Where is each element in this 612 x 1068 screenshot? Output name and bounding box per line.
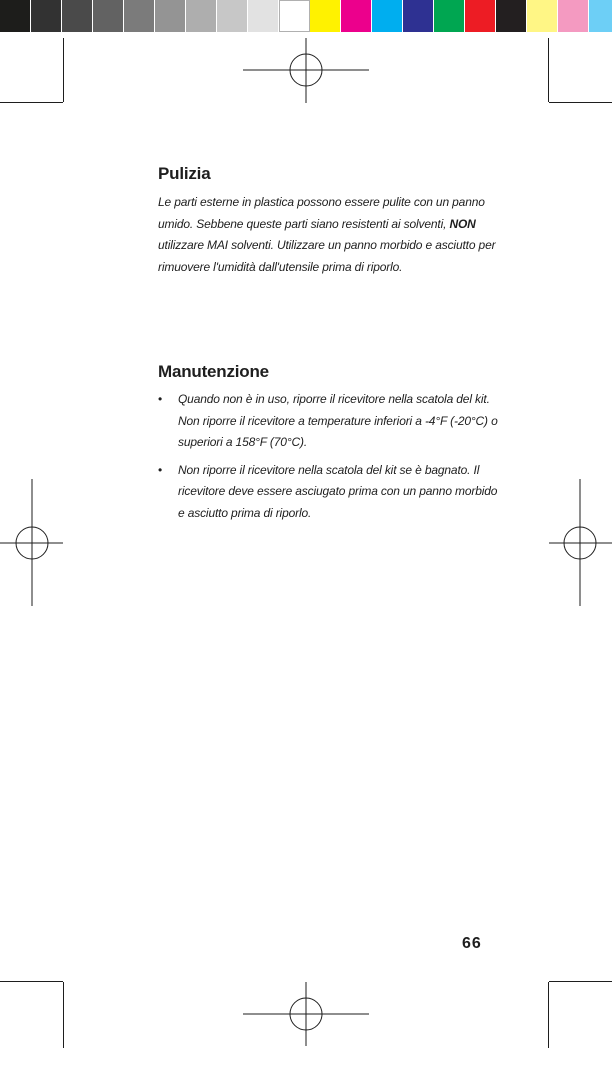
list-item-text: Quando non è in uso, riporre il ricevitore nella scatola del kit. Non riporre il ricevitore a temperature inferiori a -4°F (-20°C) o superiori a 158°F (70°C).: [178, 392, 498, 449]
registration-mark: [243, 38, 369, 103]
registration-mark: [0, 479, 63, 606]
section-title: Pulizia: [158, 164, 211, 183]
cleaning-paragraph: [158, 192, 498, 278]
cleaning-section: [158, 164, 498, 278]
section-title: Manutenzione: [158, 362, 269, 381]
list-item: [158, 389, 498, 454]
registration-mark: [243, 982, 369, 1046]
bullet-icon: •: [158, 392, 163, 406]
maintenance-section: [158, 362, 498, 530]
paragraph-text: utilizzare MAI solventi. Utilizzare un panno morbido e asciutto per rimuovere l'umidità dall'utensile prima di riporlo.: [158, 238, 496, 274]
registration-mark: [549, 479, 612, 606]
maintenance-list: [158, 389, 498, 524]
bullet-icon: •: [158, 462, 163, 477]
paragraph-text: Le parti esterne in plastica possono essere pulite con un panno umido. Sebbene queste parti siano resistenti ai solventi,: [158, 195, 485, 231]
emphasis-text: NON: [449, 216, 476, 231]
list-item: [158, 460, 498, 525]
list-item-text: Non riporre il ricevitore nella scatola del kit se è bagnato. Il ricevitore deve essere asciugato prima con un panno morbido e asciutto prima di riporlo.: [178, 462, 498, 520]
page-number: 66: [462, 935, 482, 952]
